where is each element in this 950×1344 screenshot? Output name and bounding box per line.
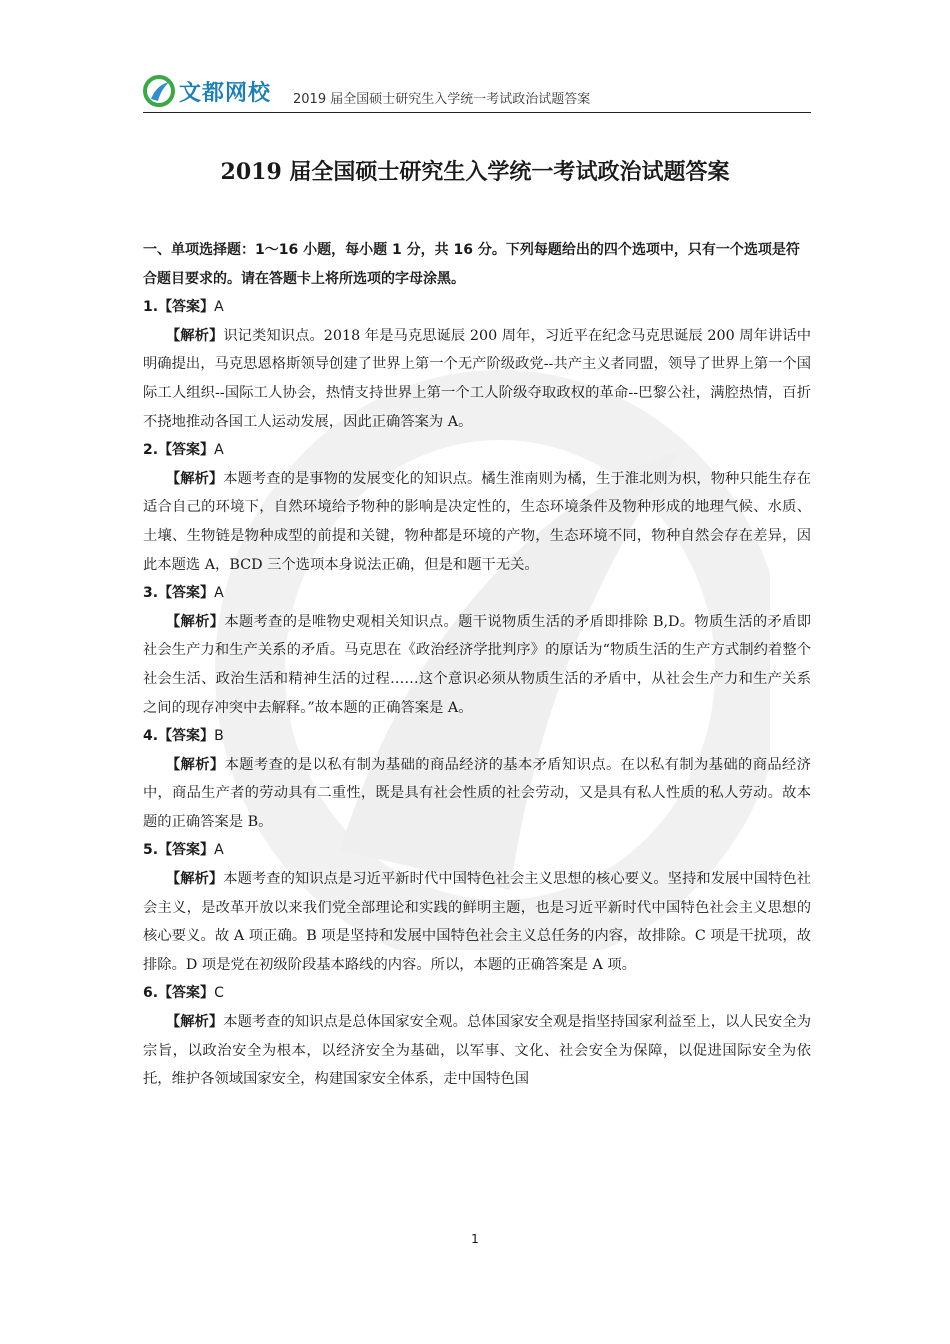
- answer-label: 【答案】: [158, 585, 215, 602]
- explanation: [143, 322, 811, 436]
- answer-item: [143, 293, 811, 436]
- answer-content: [143, 236, 811, 1094]
- brand-name: 文都网校: [179, 80, 272, 106]
- answer-line: [143, 979, 811, 1008]
- explanation-text: 本题考查的知识点是习近平新时代中国特色社会主义思想的核心要义。坚持和发展中国特色社会主义，是改革开放以来我们党全部理论和实践的鲜明主题，也是习近平新时代中国特色社会主义思想的核心要义。故 A 项正确。B 项是坚持和发展中国特色社会主义总任务的内容，故排除。C 项是干扰项，故排除。D 项是党在初级阶段基本路线的内容。所以，本题的正确答案是 A 项。: [143, 871, 812, 973]
- answer-item: [143, 579, 811, 722]
- explanation-label: 【解析】: [165, 756, 225, 773]
- answer-label: 【答案】: [158, 299, 215, 316]
- explanation: [143, 1008, 811, 1094]
- explanation-label: 【解析】: [165, 613, 225, 630]
- leaf-logo-icon: [143, 75, 175, 107]
- explanation-label: 【解析】: [165, 871, 224, 888]
- question-number: 5.: [143, 842, 159, 859]
- answer-label: 【答案】: [158, 442, 215, 459]
- answer-value: A: [214, 299, 224, 316]
- question-number: 3.: [143, 585, 159, 602]
- answer-item: [143, 436, 811, 579]
- explanation-text: 本题考查的知识点是总体国家安全观。总体国家安全观是指坚持国家利益至上，以人民安全为宗旨，以政治安全为根本，以经济安全为基础，以军事、文化、社会安全为保障，以促进国际安全为依托，维护各领域国家安全，构建国家安全体系，走中国特色国: [143, 1014, 812, 1088]
- answer-line: [143, 436, 811, 465]
- answer-line: [143, 579, 811, 608]
- explanation-text: 本题考查的是事物的发展变化的知识点。橘生淮南则为橘，生于淮北则为枳，物种只能生存在适合自己的环境下，自然环境给予物种的影响是决定性的，生态环境条件及物种形成的地理气候、水质、土壤、生物链是物种成型的前提和关键，物种都是环境的产物，生态环境不同，物种自然会存在差异，因此本题选 A，BCD 三个选项本身说法正确，但是和题干无关。: [143, 470, 812, 573]
- answer-value: A: [214, 585, 224, 602]
- explanation: [143, 608, 811, 722]
- page-header: [143, 74, 811, 113]
- answer-value: C: [214, 985, 224, 1002]
- explanation-label: 【解析】: [165, 470, 224, 487]
- explanation-text: 识记类知识点。2018 年是马克思诞辰 200 周年，习近平在纪念马克思诞辰 200 周年讲话中明确提出，马克思恩格斯领导创建了世界上第一个无产阶级政党--共产主义者同盟，领导了世界上第一个国际工人组织--国际工人协会，热情支持世界上第一个工人阶级夺取政权的革命--巴黎公社，满腔热情，百折不挠地推动各国工人运动发展，因此正确答案为 A。: [143, 327, 812, 430]
- answer-value: A: [214, 442, 224, 459]
- answer-label: 【答案】: [158, 728, 215, 745]
- question-number: 2.: [143, 442, 159, 459]
- answer-line: [143, 293, 811, 322]
- brand-logo: [143, 74, 271, 108]
- answer-value: B: [214, 728, 224, 745]
- section-heading: 一、单项选择题：1～16 小题，每小题 1 分，共 16 分。下列每题给出的四个选项中，只有一个选项是符合题目要求的。请在答题卡上将所选项的字母涂黑。: [143, 242, 800, 287]
- answer-value: A: [214, 842, 224, 859]
- page-number: 1: [471, 1232, 479, 1246]
- header-title: 2019 届全国硕士研究生入学统一考试政治试题答案: [293, 92, 591, 107]
- explanation-label: 【解析】: [165, 327, 224, 344]
- explanation-text: 本题考查的是唯物史观相关知识点。题干说物质生活的矛盾即排除 B,D。物质生活的矛盾即社会生产力和生产关系的矛盾。马克思在《政治经济学批判序》的原话为“物质生活的生产方式制约着整个社会生活、政治生活和精神生活的过程……这个意识必须从物质生活的矛盾中，从社会生产力和生产关系之间的现存冲突中去解释。”故本题的正确答案是 A。: [143, 613, 811, 716]
- answer-line: [143, 722, 811, 751]
- explanation-label: 【解析】: [165, 1014, 224, 1031]
- question-number: 6.: [143, 985, 159, 1002]
- question-number: 4.: [143, 728, 159, 745]
- answer-label: 【答案】: [158, 985, 215, 1002]
- answer-item: [143, 836, 811, 979]
- explanation: [143, 865, 811, 979]
- answer-line: [143, 836, 811, 865]
- document-title: 2019 届全国硕士研究生入学统一考试政治试题答案: [220, 159, 730, 185]
- answer-label: 【答案】: [158, 842, 215, 859]
- explanation: [143, 465, 811, 579]
- explanation: [143, 751, 811, 837]
- explanation-text: 本题考查的是以私有制为基础的商品经济的基本矛盾知识点。在以私有制为基础的商品经济中，商品生产者的劳动具有二重性，既是具有社会性质的社会劳动，又是具有私人性质的私人劳动。故本题的正确答案是 B。: [143, 756, 812, 830]
- answer-item: [143, 979, 811, 1093]
- answer-list: [143, 293, 811, 1094]
- question-number: 1.: [143, 299, 159, 316]
- answer-item: [143, 722, 811, 836]
